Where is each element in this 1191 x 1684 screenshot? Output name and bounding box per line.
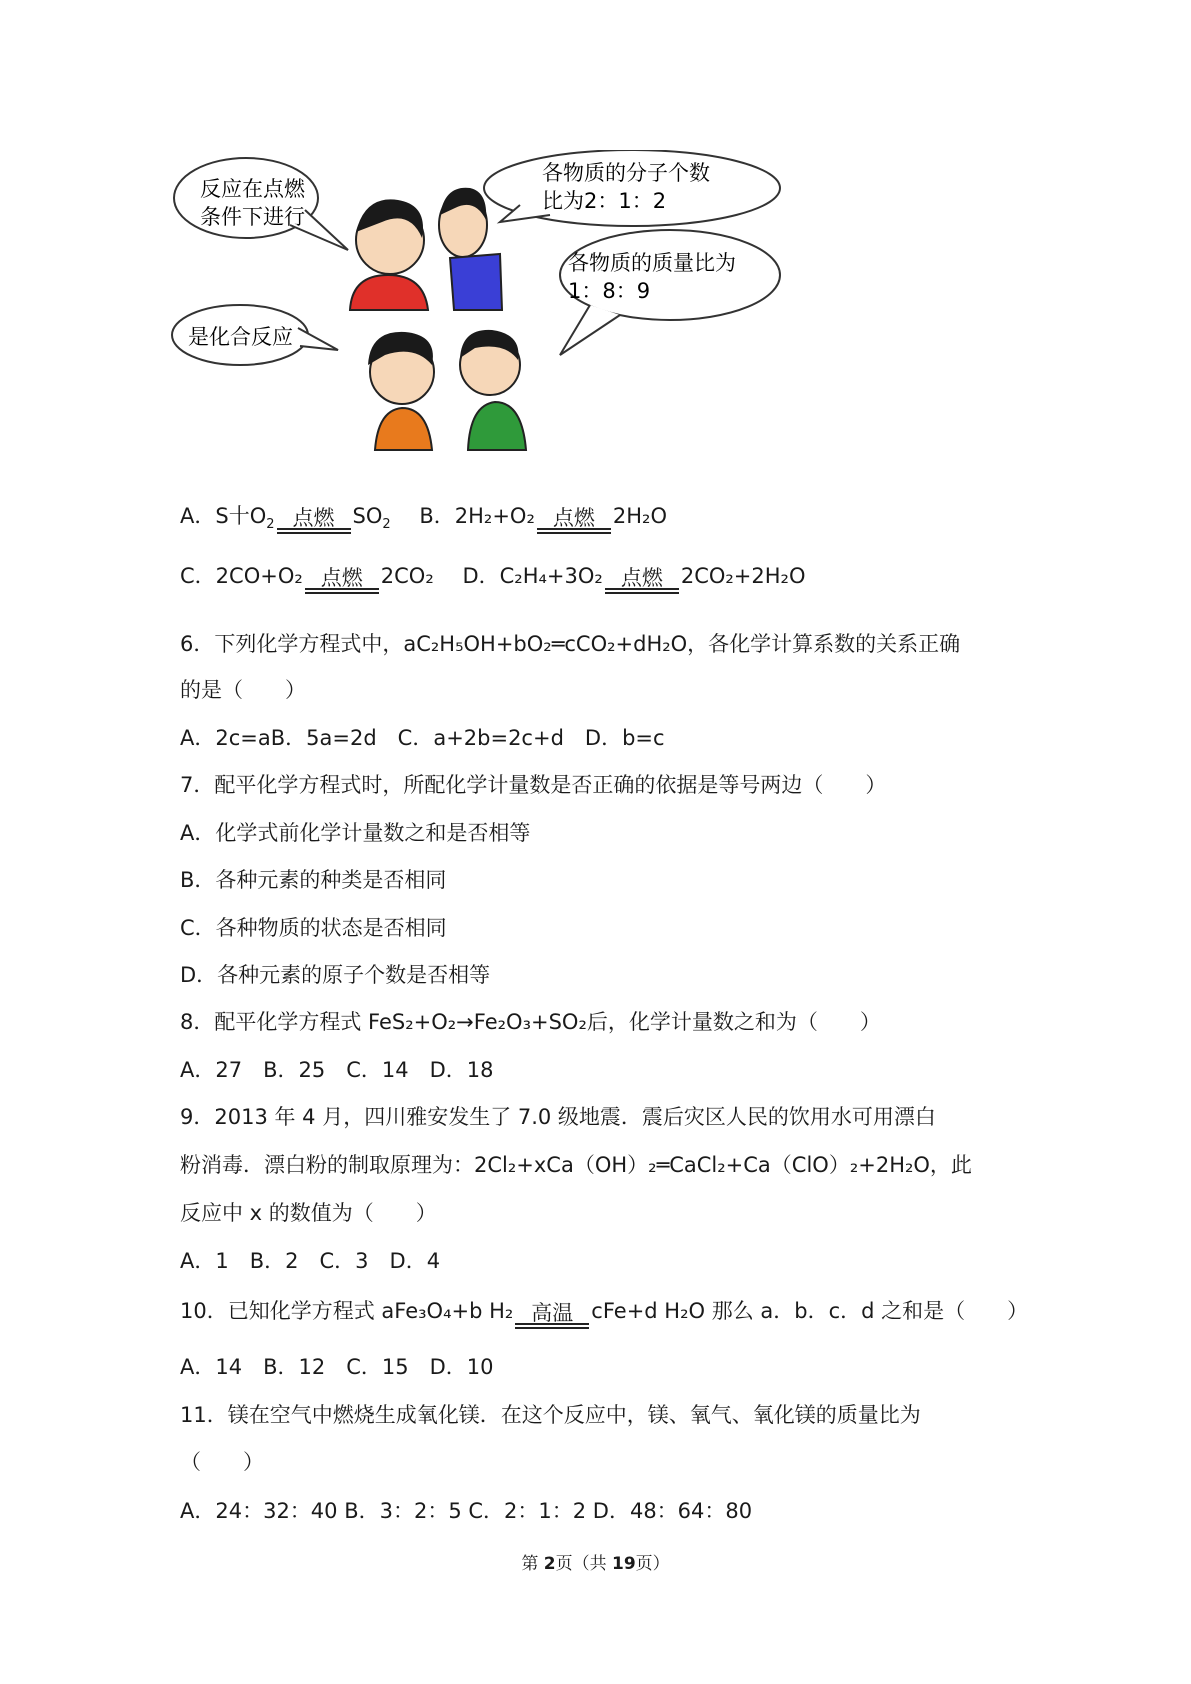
reaction-condition: 点燃: [305, 568, 379, 594]
bubble-2-line-2: 比为2：1：2: [542, 189, 667, 213]
speech-bubble-2: [484, 150, 780, 226]
speech-bubble-1: [174, 158, 348, 250]
q11-text-line-1: 11．镁在空气中燃烧生成氧化镁．在这个反应中，镁、氧气、氧化镁的质量比为: [180, 1403, 921, 1427]
q5-options-row-2: [180, 560, 828, 594]
bubble-3-line-1: 各物质的质量比为: [568, 251, 736, 275]
q11-options: A．24：32：40 B．3：2：5 C．2：1：2 D．48：64：80: [180, 1499, 753, 1523]
bubble-1-line-1: 反应在点燃: [200, 177, 305, 201]
student-green-shirt-figure: [460, 330, 526, 450]
q5-options-row-1: [180, 500, 689, 534]
q7-option-d: D．各种元素的原子个数是否相等: [180, 963, 491, 987]
q5-option-a: A．S十$O_2$ 点燃 $SO_2$: [180, 504, 391, 533]
student-girl-figure: [368, 332, 434, 450]
q6-text-line-1: 6．下列化学方程式中，aC₂H₅OH+bO₂═cCO₂+dH₂O，各化学计算系数的关系正确: [180, 632, 961, 656]
bubble-3-line-2: 1：8：9: [568, 279, 651, 303]
q10-options: A．14 B．12 C．15 D．10: [180, 1355, 494, 1379]
bubble-4-text: 是化合反应: [188, 325, 293, 349]
q8-text: 8．配平化学方程式 FeS₂+O₂→Fe₂O₃+SO₂后，化学计量数之和为（ ）: [180, 1010, 881, 1034]
speech-bubble-3: [560, 230, 780, 355]
q5-option-c: C．2CO+O₂ 点燃 2CO₂: [180, 560, 434, 594]
current-page-number: 2: [543, 1554, 556, 1574]
q5-option-d: D．C₂H₄+3O₂ 点燃 2CO₂+2H₂O: [462, 560, 805, 594]
bubble-1-line-2: 条件下进行: [200, 205, 305, 229]
student-blue-shirt-figure: [439, 188, 502, 310]
q7-text: 7．配平化学方程式时，所配化学计量数是否正确的依据是等号两边（ ）: [180, 773, 887, 797]
q9-text-line-2: 粉消毒．漂白粉的制取原理为：2Cl₂+xCa（OH）₂═CaCl₂+Ca（ClO）₂+2H₂O，此: [180, 1153, 972, 1177]
q9-text-line-3: 反应中 x 的数值为（ ）: [180, 1201, 437, 1225]
q11-text-line-2: （ ）: [180, 1450, 264, 1474]
q9-options: A．1 B．2 C．3 D．4: [180, 1249, 441, 1273]
q7-option-b: B．各种元素的种类是否相同: [180, 868, 447, 892]
student-red-shirt-figure: [350, 199, 428, 310]
q6-text-line-2: 的是（ ）: [180, 678, 306, 702]
reaction-condition: 点燃: [277, 508, 351, 534]
total-page-count: 19: [611, 1554, 636, 1574]
speech-bubble-4: [172, 305, 338, 365]
page-footer: 第 2页（共 19页）: [521, 1554, 670, 1574]
q10-text: 10．已知化学方程式 aFe₃O₄+b H₂ 高温 cFe+d H₂O 那么 a．b．c．d 之和是（ ）: [180, 1295, 1028, 1329]
q7-option-c: C．各种物质的状态是否相同: [180, 916, 447, 940]
reaction-condition: 点燃: [605, 568, 679, 594]
q9-text-line-1: 9．2013 年 4 月，四川雅安发生了 7.0 级地震．震后灾区人民的饮用水可用漂白: [180, 1105, 936, 1129]
q7-option-a: A．化学式前化学计量数之和是否相等: [180, 821, 531, 845]
reaction-condition: 高温: [515, 1303, 589, 1329]
q8-options: A．27 B．25 C．14 D．18: [180, 1058, 494, 1082]
illustration: [170, 150, 870, 490]
bubble-2-line-1: 各物质的分子个数: [542, 161, 710, 185]
reaction-condition: 点燃: [537, 508, 611, 534]
q6-options: A．2c=aB．5a=2d C．a+2b=2c+d D．b=c: [180, 726, 665, 750]
q5-option-b: B．2H₂+O₂ 点燃 2H₂O: [419, 500, 667, 534]
